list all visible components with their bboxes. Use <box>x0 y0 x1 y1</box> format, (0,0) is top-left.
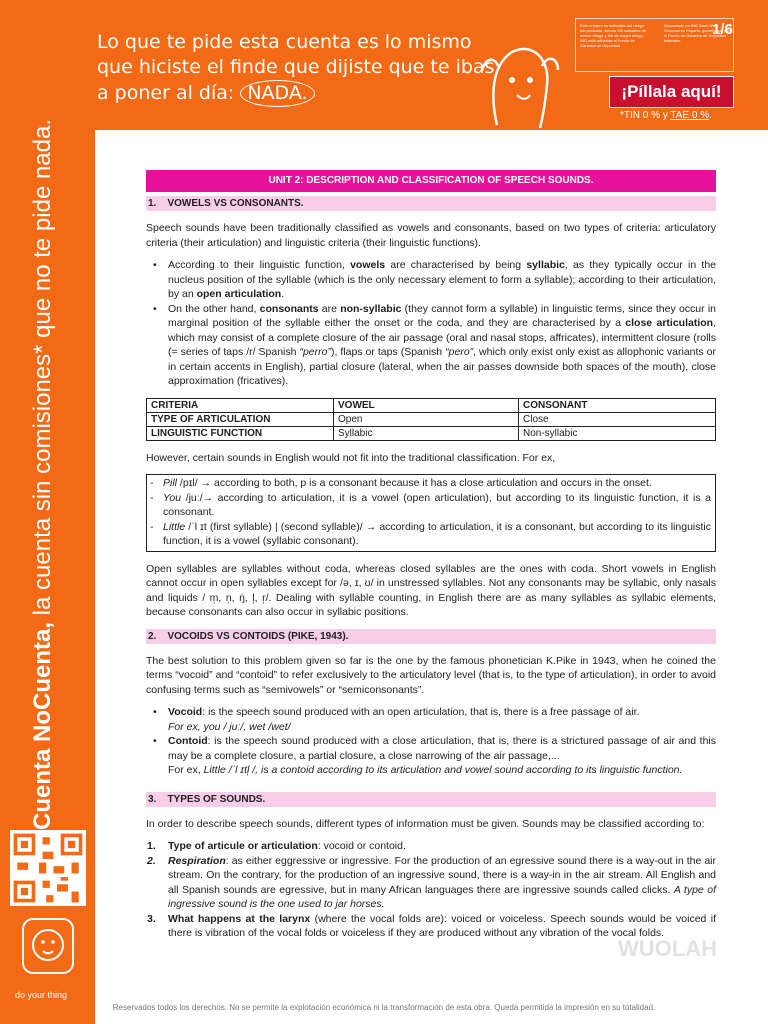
risk-fine-print-right: Depositado en ING Bank NV, Sucursal en España, garantizado por el Fondo de Garantía de Depósitos holandés. <box>664 23 730 43</box>
vowel-consonant-list <box>146 258 716 389</box>
doodle-character-icon <box>472 40 562 130</box>
table-cell: TYPE OF ARTICULATION <box>147 412 334 426</box>
table-cell: LINGUISTIC FUNCTION <box>147 426 334 440</box>
section-heading-vowels-consonants: 1. VOWELS VS CONSONANTS. <box>146 196 716 211</box>
criteria-table <box>146 398 716 441</box>
document-page <box>146 170 716 941</box>
footer-copyright: Reservados todos los derechos. No se permite la explotación económica ni la transformación de esta obra. Queda permitida la impresión en su totalidad. <box>112 1003 656 1012</box>
cta-button[interactable]: ¡Píllala aquí! <box>609 76 734 108</box>
table-cell: Syllabic <box>334 426 519 440</box>
pike-paragraph: The best solution to this problem given so far is the one by the famous phonetician K.Pike in 1943, when he coined the terms “vocoid” and “contoid” to refer exclusively to the articulatory level (that is, to the type of articulation), in order to avoid confusing terms such as “semivowels” or “semiconsonants”. <box>146 654 716 696</box>
list-item-larynx: 3. What happens at the larynx (where the vocal folds are): voiced or voiceless. Speech sounds would be voiced if there is vibration of the vocal folds or voiceless if they are produced without any vibration of the vocal folds. <box>147 912 716 939</box>
list-item-vowels: • According to their linguistic function, vowels are characterised by being syllabic, as they typically occur in the nucleus position of the syllable (which is the only necessary element to form a syllable); according to their articulation, by an open articulation. <box>168 258 716 302</box>
section-heading-types-of-sounds: 3. TYPES OF SOUNDS. <box>146 792 716 807</box>
tae-link[interactable]: TAE 0 % <box>670 110 710 121</box>
list-item-consonants: • On the other hand, consonants are non-syllabic (they cannot form a syllable) in linguistic terms, since they occur in marginal position of the syllable either the onset or the coda, and they are characterised by a close articulation, which may consist of a complete closure of the air passage (oral and nasal stops, affricates), intermittent closure (rolls (= series of taps /r/ Spanish “perro”), flaps or taps (Spanish “pero”, which only exist only exist as allophonic variants or in certain accents in English), partial closure (lateral, when the air passes downside both spaces of the mouth), close approximation (fricatives). <box>168 302 716 389</box>
table-header-cell: CRITERIA <box>147 398 334 412</box>
ad-headline: Lo que te pide esta cuenta es lo mismo que hiciste el finde que dijiste que te ibas a poner al día: NADA. <box>97 30 497 107</box>
vocoid-contoid-list <box>146 705 716 778</box>
risk-indicator-box <box>575 18 734 72</box>
risk-score: 1/6 <box>712 21 733 38</box>
intro-paragraph: Speech sounds have been traditionally classified as vowels and consonants, based on two types of criteria: articulatory criteria (their articulation) and linguistic criteria (their linguistic functions). <box>146 222 716 249</box>
example-pill: - Pill /pɪl/ → according to both, p is a consonant because it has a close articulation and occurs in the onset. <box>163 476 711 491</box>
table-header-row <box>147 398 716 412</box>
watermark-logo: WUOLAH <box>618 936 717 961</box>
vertical-ad-text: Cuenta NoCuenta, la cuenta sin comisiones* que no te pide nada. <box>29 118 56 830</box>
tin-note: *TIN 0 % y TAE 0 %. <box>620 110 712 121</box>
list-item-respiration: 2. Respiration: as either eggressive or ingressive. For the production of an egressive sound there is a way-out in the air stream. On the contrary, for the production of an ingressive sound, there is a way-in in the air stream. All English and all Spanish sounds are egressive, but in many African languages there are ingressive sounds called clicks. A type of ingressive sound is the one used to jar horses. <box>147 854 716 910</box>
lion-logo-icon <box>22 918 74 974</box>
table-cell: Close <box>519 412 716 426</box>
section-heading-vocoids-contoids: 2. VOCOIDS VS CONTOIDS (PIKE, 1943). <box>146 629 716 644</box>
qr-code-icon[interactable] <box>10 830 86 906</box>
risk-fine-print-left: Este número es indicativo del riesgo del producto, siendo 1/6 indicativo de menor riesgo y 6/6 de mayor riesgo. ING está adherida al Fondo de Garantía de Depósitos. <box>580 23 647 48</box>
list-item-articulation: 1. Type of articule or articulation: vocoid or contoid. <box>147 840 406 852</box>
list-item-vocoid: • Vocoid: is the speech sound produced with an open articulation, that is, there is a free passage of air. For ex, you / juː/, wet /wet/ <box>168 705 716 734</box>
table-cell: Open <box>334 412 519 426</box>
ad-headline-highlight: NADA. <box>240 80 314 107</box>
table-row <box>147 426 716 440</box>
example-you: - You /juː/→ according to articulation, it is a vowel (open articulation), but according to its linguistic function, it is a consonant. <box>163 491 711 520</box>
table-header-cell: CONSONANT <box>519 398 716 412</box>
examples-box <box>146 474 716 552</box>
list-item-contoid: • Contoid: is the speech sound produced with a close articulation, that is, there is a strictured passage of air and this may be a complete closure, a partial closure, a close narrowing of the air passage,... For ex, Little /ˈl ɪtl̩ /, is a contoid according to its articulation and vowel sound according to its linguistic function. <box>168 734 716 778</box>
table-row <box>147 412 716 426</box>
table-header-cell: VOWEL <box>334 398 519 412</box>
table-cell: Non-syllabic <box>519 426 716 440</box>
brand-tagline: do your thing <box>15 990 68 1000</box>
syllables-paragraph: Open syllables are syllables without coda, whereas closed syllables are the ones with coda. Short vowels in English cannot occur in open syllables except for /ə, ɪ, ʊ/ in unstressed syllables. Not any consonants may be syllabic, only nasals and liquids / m̩, n̩, ŋ̍, l̩, r̩/. Dealing with syllable counting, in English there are as many syllables as syllabic elements, because consonants can also occur in syllabic positions. <box>146 562 716 618</box>
types-intro: In order to describe speech sounds, different types of information must be given. Sounds may be classified according to: <box>146 817 705 830</box>
example-little: - Little /ˈl ɪt (first syllable) | (second syllable)/ → according to articulation, it is a consonant, but according to its linguistic function, it is a vowel (syllabic consonant). <box>163 520 711 549</box>
types-list <box>146 839 716 941</box>
exceptions-intro: However, certain sounds in English would not fit into the traditional classification. For ex, <box>146 451 556 464</box>
unit-title: UNIT 2: DESCRIPTION AND CLASSIFICATION OF SPEECH SOUNDS. <box>146 170 716 192</box>
